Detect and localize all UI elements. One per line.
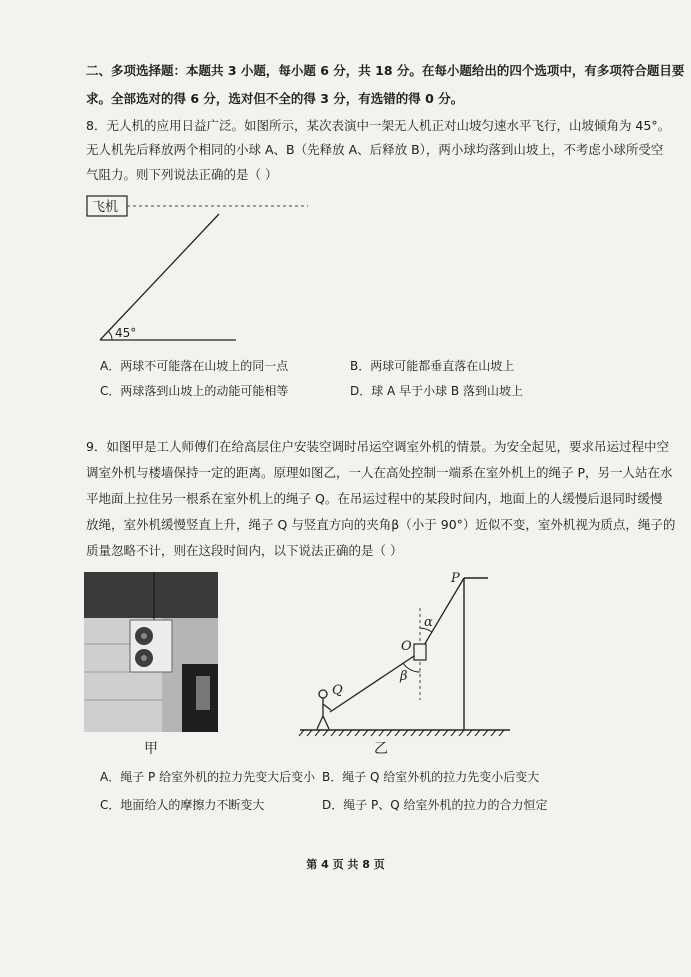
q9-option-c: C．地面给人的摩擦力不断变大 [100, 798, 265, 812]
q9-option-d: D．绳子 P、Q 给室外机的拉力的合力恒定 [322, 798, 548, 812]
caption-jia: 甲 [144, 741, 158, 757]
q8-slope-figure [86, 192, 326, 352]
q9-photo-jia [84, 572, 218, 732]
q8-option-b: B．两球可能都垂直落在山坡上 [350, 359, 515, 373]
label-alpha: α [424, 615, 433, 630]
q8-option-d: D．球 A 早于小球 B 落到山坡上 [350, 384, 523, 398]
q9-text-line4: 放绳，室外机缓慢竖直上升，绳子 Q 与竖直方向的夹角β（小于 90°）近似不变，室外机视为质点，绳子的 [86, 517, 676, 532]
angle-arc [108, 331, 112, 340]
label-beta: β [400, 669, 408, 684]
q8-text-line2: 无人机先后释放两个相同的小球 A、B（先释放 A、后释放 B），两小球均落到山坡上，不考虑小球所受空 [86, 142, 664, 157]
q8-text-line3: 气阻力。则下列说法正确的是（ ） [86, 167, 278, 182]
q9-text-line1: 9．如图甲是工人师傅们在给高层住户安装空调时吊运空调室外机的情景。为安全起见，要求吊运过程中空 [86, 439, 669, 454]
q9-text-line5: 质量忽略不计，则在这段时间内，以下说法正确的是（ ） [86, 543, 403, 558]
angle-label: 45° [115, 326, 137, 340]
q8-option-c: C．两球落到山坡上的动能可能相等 [100, 384, 289, 398]
ac-unit-box [414, 644, 426, 660]
slope-line [100, 214, 219, 340]
q9-diagram-yi [296, 570, 521, 738]
ground-hatching [299, 730, 504, 736]
q9-option-a: A．绳子 P 给室外机的拉力先变大后变小 [100, 770, 316, 784]
label-o: O [401, 639, 412, 654]
label-q: Q [332, 683, 343, 698]
q8-text-line1: 8．无人机的应用日益广泛。如图所示，某次表演中一架无人机正对山坡匀速水平飞行，山坡倾角为 45°。 [86, 118, 671, 133]
person-figure [317, 690, 331, 729]
label-p: P [451, 571, 460, 586]
q8-option-a: A．两球不可能落在山坡上的同一点 [100, 359, 289, 373]
q9-text-line2: 调室外机与楼墙保持一定的距离。原理如图乙，一人在高处控制一端系在室外机上的绳子 P，另一人站在水 [86, 465, 673, 480]
q9-text-line3: 平地面上拉住另一根系在室外机上的绳子 Q。在吊运过程中的某段时间内，地面上的人缓慢后退同时缓慢 [86, 491, 663, 506]
q9-option-b: B．绳子 Q 给室外机的拉力先变小后变大 [322, 770, 540, 784]
page-footer: 第 4 页 共 8 页 [306, 858, 385, 871]
section-header-line1: 二、多项选择题：本题共 3 小题，每小题 6 分，共 18 分。在每小题给出的四个选项中，有多项符合题目要 [86, 63, 685, 78]
section-header-line2: 求。全部选对的得 6 分，选对但不全的得 3 分，有选错的得 0 分。 [86, 91, 464, 106]
caption-yi: 乙 [374, 741, 388, 757]
plane-label: 飞机 [92, 200, 119, 215]
